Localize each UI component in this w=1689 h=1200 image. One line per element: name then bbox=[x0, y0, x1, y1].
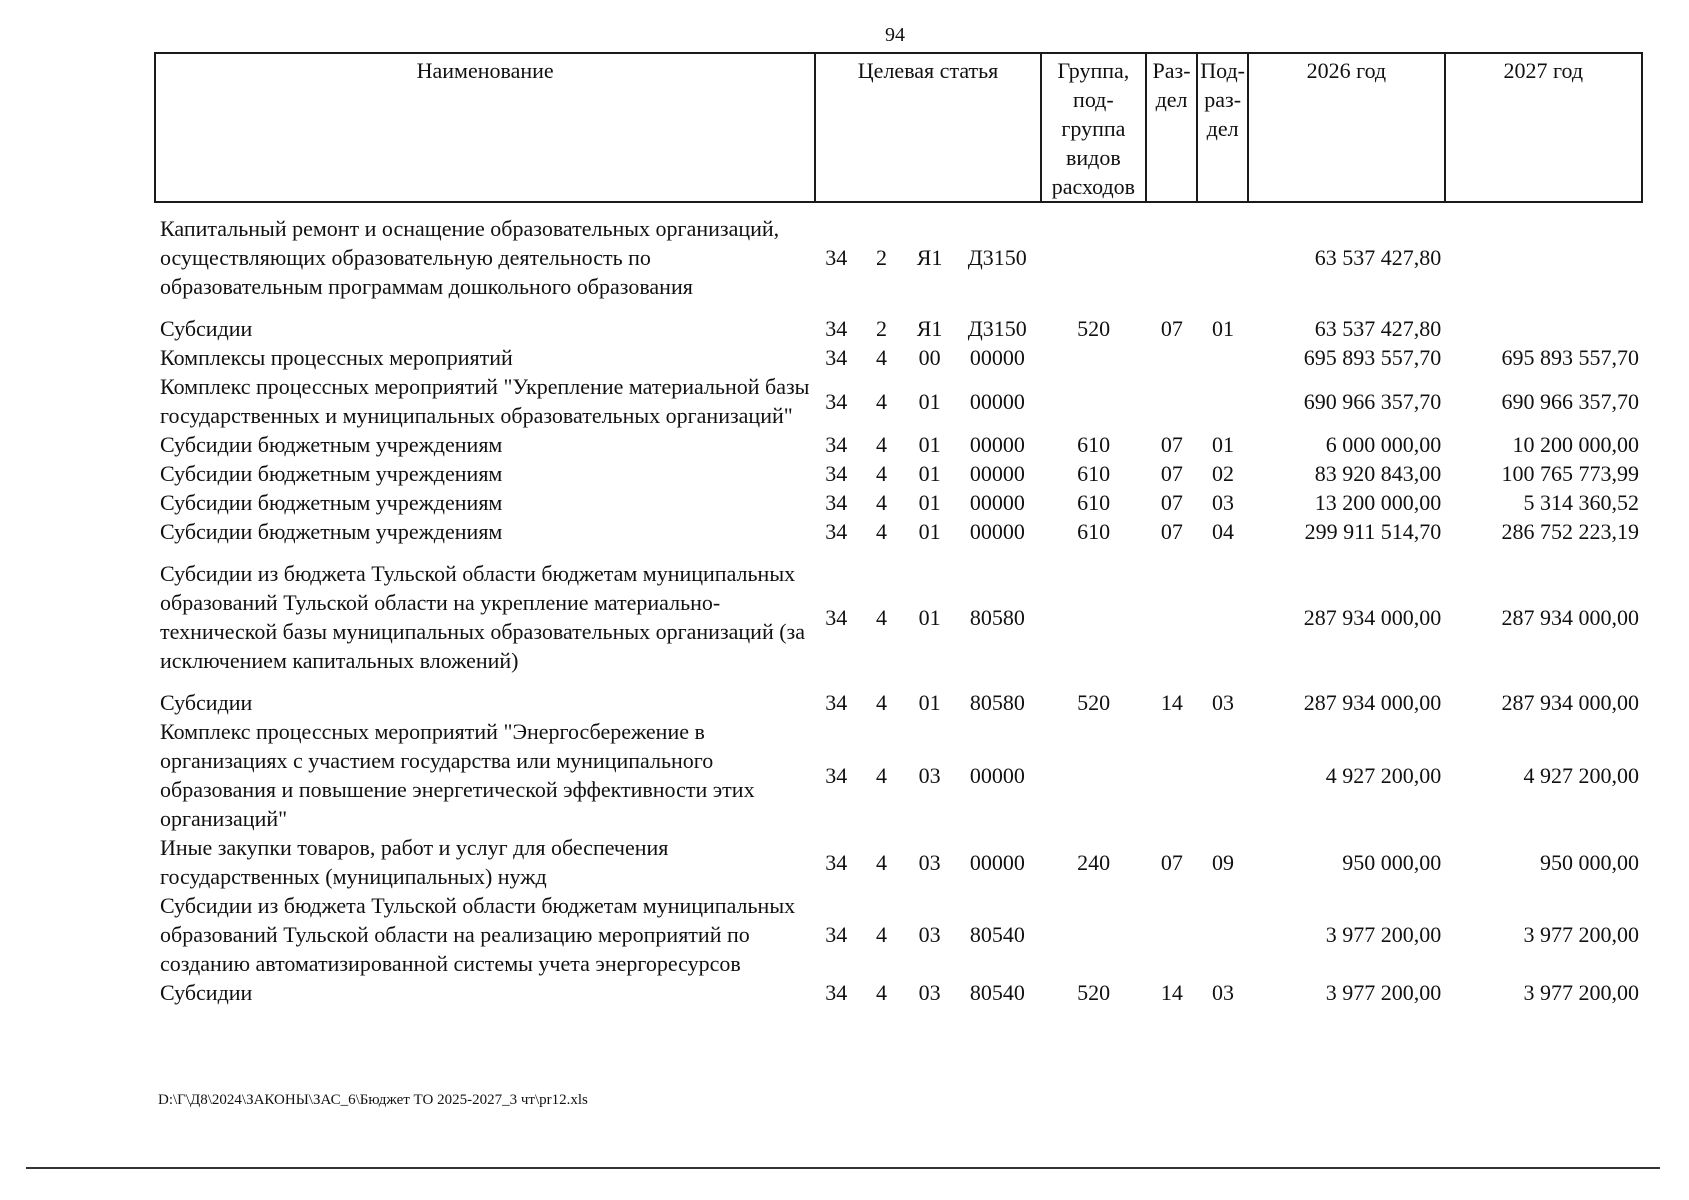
target-code-1: 34 bbox=[825, 922, 848, 947]
target-code-1: 34 bbox=[825, 604, 848, 630]
target-code-1: 34 bbox=[825, 490, 848, 515]
row-name: Субсидии из бюджета Тульской области бюджетам муниципальных образований Тульской области на укрепление материально-технической базы муниципальных образовательных организаций (за исключением капитальных вложений) bbox=[160, 561, 806, 673]
amount-2026: 299 911 514,70 bbox=[1304, 519, 1442, 544]
row-name: Субсидии bbox=[160, 690, 253, 715]
amount-2026: 83 920 843,00 bbox=[1314, 461, 1442, 486]
target-code-3: 03 bbox=[918, 922, 941, 947]
row-name: Комплексы процессных мероприятий bbox=[160, 345, 513, 370]
header-expense-group: Группа, под-группа видов расходов bbox=[1041, 53, 1146, 202]
header-name: Наименование bbox=[155, 53, 815, 202]
target-code-1: 34 bbox=[825, 316, 848, 341]
target-code-2: 4 bbox=[875, 922, 887, 947]
target-code-4: 00000 bbox=[969, 490, 1025, 515]
amount-2027: 3 977 200,00 bbox=[1523, 922, 1639, 947]
table-row bbox=[154, 314, 1643, 343]
section-code bbox=[1146, 372, 1197, 430]
table-header bbox=[154, 52, 1643, 203]
target-code-3: 01 bbox=[918, 432, 941, 457]
header-year-2027: 2027 год bbox=[1445, 53, 1642, 202]
target-code-3: 01 bbox=[918, 490, 941, 515]
table-row bbox=[154, 214, 1643, 314]
target-code-1: 34 bbox=[825, 849, 848, 875]
subsection-code: 03 bbox=[1212, 490, 1235, 515]
subsection-code: 03 bbox=[1212, 980, 1235, 1005]
row-name: Субсидии из бюджета Тульской области бюджетам муниципальных образований Тульской области на реализацию мероприятий по созданию автоматизированной системы учета энергоресурсов bbox=[160, 893, 796, 976]
section-code bbox=[1146, 891, 1197, 978]
subsection-code: 04 bbox=[1212, 519, 1235, 544]
subsection-code: 02 bbox=[1212, 461, 1235, 486]
table-row bbox=[154, 978, 1643, 1007]
row-name: Капитальный ремонт и оснащение образовательных организаций, осуществляющих образовательную деятельность по образовательным программам дошкольного образования bbox=[160, 216, 780, 299]
row-name: Субсидии bbox=[160, 980, 253, 1005]
amount-2026: 6 000 000,00 bbox=[1325, 432, 1442, 457]
header-target-article: Целевая статья bbox=[815, 53, 1040, 202]
target-code-1: 34 bbox=[825, 432, 848, 457]
table-row bbox=[154, 833, 1643, 891]
subsection-code: 03 bbox=[1212, 690, 1235, 715]
row-name: Комплекс процессных мероприятий "Укрепление материальной базы государственных и муниципальных образовательных организаций" bbox=[160, 374, 810, 428]
section-code bbox=[1146, 559, 1197, 688]
target-code-1: 34 bbox=[825, 980, 848, 1005]
amount-2027: 100 765 773,99 bbox=[1501, 461, 1639, 486]
amount-2027: 287 934 000,00 bbox=[1501, 604, 1639, 630]
target-code-3: 01 bbox=[918, 519, 941, 544]
row-name: Иные закупки товаров, работ и услуг для обеспечения государственных (муниципальных) нужд bbox=[160, 835, 669, 889]
target-code-3: 01 bbox=[918, 461, 941, 486]
target-code-1: 34 bbox=[825, 345, 848, 370]
header-section: Раз-дел bbox=[1146, 53, 1197, 202]
expense-group bbox=[1041, 214, 1146, 314]
table-row bbox=[154, 559, 1643, 688]
amount-2027: 3 977 200,00 bbox=[1523, 980, 1639, 1005]
subsection-code: 09 bbox=[1212, 849, 1235, 875]
expense-group: 610 bbox=[1077, 490, 1111, 515]
target-code-4: 00000 bbox=[969, 432, 1025, 457]
section-code: 07 bbox=[1160, 316, 1183, 341]
footer-file-path: D:\Г\Д8\2024\ЗАКОНЫ\ЗАС_6\Бюджет ТО 2025-2027_3 чт\pr12.xls bbox=[158, 1092, 588, 1108]
target-code-4: 80580 bbox=[969, 690, 1025, 715]
target-code-3: 00 bbox=[918, 345, 941, 370]
amount-2027: 287 934 000,00 bbox=[1501, 690, 1639, 715]
target-code-1: 34 bbox=[825, 519, 848, 544]
table-row bbox=[154, 372, 1643, 430]
amount-2026: 3 977 200,00 bbox=[1325, 922, 1442, 947]
subsection-code bbox=[1197, 372, 1248, 430]
amount-2027 bbox=[1445, 214, 1643, 314]
amount-2027: 286 752 223,19 bbox=[1501, 519, 1639, 544]
target-code-1: 34 bbox=[825, 762, 848, 788]
section-code bbox=[1146, 717, 1197, 833]
target-code-4: 80540 bbox=[969, 922, 1025, 947]
header-year-2026: 2026 год bbox=[1248, 53, 1444, 202]
budget-rows bbox=[154, 214, 1643, 1007]
expense-group: 240 bbox=[1077, 849, 1111, 875]
target-code-2: 4 bbox=[875, 980, 887, 1005]
expense-group: 610 bbox=[1077, 461, 1111, 486]
table-row bbox=[154, 688, 1643, 717]
section-code: 07 bbox=[1160, 519, 1183, 544]
budget-table bbox=[154, 214, 1643, 1007]
amount-2026: 695 893 557,70 bbox=[1303, 345, 1442, 370]
section-code bbox=[1146, 214, 1197, 314]
target-code-3: Я1 bbox=[916, 316, 943, 341]
row-name: Субсидии бюджетным учреждениям bbox=[160, 490, 503, 515]
expense-group bbox=[1041, 343, 1146, 372]
target-code-2: 4 bbox=[875, 490, 887, 515]
target-code-4: 00000 bbox=[969, 762, 1025, 788]
target-code-4: Д3150 bbox=[967, 316, 1027, 341]
section-code: 07 bbox=[1160, 461, 1183, 486]
target-code-3: 03 bbox=[918, 849, 941, 875]
target-code-2: 4 bbox=[875, 604, 887, 630]
amount-2026: 4 927 200,00 bbox=[1325, 762, 1442, 788]
target-code-4: 00000 bbox=[969, 345, 1025, 370]
amount-2027: 695 893 557,70 bbox=[1501, 345, 1639, 370]
subsection-code: 01 bbox=[1212, 316, 1235, 341]
header-subsection: Под-раз-дел bbox=[1197, 53, 1248, 202]
amount-2026: 63 537 427,80 bbox=[1314, 245, 1442, 270]
amount-2026: 287 934 000,00 bbox=[1303, 690, 1442, 715]
target-code-2: 2 bbox=[875, 245, 887, 270]
target-code-3: 03 bbox=[918, 980, 941, 1005]
target-code-1: 34 bbox=[825, 245, 848, 270]
target-code-2: 4 bbox=[875, 432, 887, 457]
table-row bbox=[154, 517, 1643, 559]
section-code: 07 bbox=[1160, 849, 1183, 875]
amount-2026: 13 200 000,00 bbox=[1314, 490, 1442, 515]
table-row bbox=[154, 717, 1643, 833]
expense-group bbox=[1041, 717, 1146, 833]
target-code-2: 4 bbox=[875, 461, 887, 486]
amount-2026: 3 977 200,00 bbox=[1325, 980, 1442, 1005]
amount-2027: 690 966 357,70 bbox=[1501, 388, 1639, 414]
target-code-4: 80580 bbox=[969, 604, 1025, 630]
target-code-3: 03 bbox=[918, 762, 941, 788]
amount-2026: 287 934 000,00 bbox=[1303, 604, 1442, 630]
target-code-4: 00000 bbox=[969, 519, 1025, 544]
expense-group bbox=[1041, 559, 1146, 688]
table-row bbox=[154, 488, 1643, 517]
amount-2026: 63 537 427,80 bbox=[1314, 316, 1442, 341]
target-code-1: 34 bbox=[825, 690, 848, 715]
target-code-2: 4 bbox=[875, 388, 887, 414]
expense-group: 520 bbox=[1077, 316, 1111, 341]
table-row bbox=[154, 459, 1643, 488]
target-code-4: 80540 bbox=[969, 980, 1025, 1005]
section-code: 07 bbox=[1160, 490, 1183, 515]
target-code-3: 01 bbox=[918, 690, 941, 715]
amount-2027: 4 927 200,00 bbox=[1523, 762, 1639, 788]
section-code: 14 bbox=[1160, 690, 1183, 715]
subsection-code bbox=[1197, 717, 1248, 833]
target-code-1: 34 bbox=[825, 461, 848, 486]
row-name: Субсидии бюджетным учреждениям bbox=[160, 519, 503, 544]
row-name: Субсидии бюджетным учреждениям bbox=[160, 461, 503, 486]
subsection-code: 01 bbox=[1212, 432, 1235, 457]
amount-2027: 5 314 360,52 bbox=[1523, 490, 1639, 515]
target-code-3: 01 bbox=[918, 388, 941, 414]
target-code-2: 4 bbox=[875, 690, 887, 715]
section-code bbox=[1146, 343, 1197, 372]
target-code-2: 2 bbox=[875, 316, 887, 341]
expense-group: 520 bbox=[1077, 980, 1111, 1005]
target-code-4: 00000 bbox=[969, 849, 1025, 875]
table-row bbox=[154, 891, 1643, 978]
amount-2026: 950 000,00 bbox=[1342, 849, 1442, 875]
table-row bbox=[154, 430, 1643, 459]
target-code-4: 00000 bbox=[969, 461, 1025, 486]
amount-2027 bbox=[1445, 314, 1643, 343]
subsection-code bbox=[1197, 343, 1248, 372]
target-code-1: 34 bbox=[825, 388, 848, 414]
expense-group bbox=[1041, 372, 1146, 430]
table-row bbox=[154, 343, 1643, 372]
bottom-divider bbox=[26, 1167, 1660, 1169]
target-code-4: Д3150 bbox=[967, 245, 1027, 270]
target-code-2: 4 bbox=[875, 345, 887, 370]
target-code-3: Я1 bbox=[916, 245, 943, 270]
expense-group: 610 bbox=[1077, 432, 1111, 457]
expense-group bbox=[1041, 891, 1146, 978]
expense-group: 610 bbox=[1077, 519, 1111, 544]
section-code: 07 bbox=[1160, 432, 1183, 457]
subsection-code bbox=[1197, 559, 1248, 688]
amount-2027: 10 200 000,00 bbox=[1512, 432, 1639, 457]
subsection-code bbox=[1197, 891, 1248, 978]
target-code-4: 00000 bbox=[969, 388, 1025, 414]
page-number: 94 bbox=[885, 24, 905, 46]
row-name: Комплекс процессных мероприятий "Энергосбережение в организациях с участием государства или муниципального образования и повышение энергетической эффективности этих организаций" bbox=[160, 719, 755, 831]
amount-2027: 950 000,00 bbox=[1540, 849, 1639, 875]
row-name: Субсидии bbox=[160, 316, 253, 341]
subsection-code bbox=[1197, 214, 1248, 314]
target-code-2: 4 bbox=[875, 519, 887, 544]
amount-2026: 690 966 357,70 bbox=[1303, 388, 1442, 414]
expense-group: 520 bbox=[1077, 690, 1111, 715]
row-name: Субсидии бюджетным учреждениям bbox=[160, 432, 503, 457]
target-code-3: 01 bbox=[918, 604, 941, 630]
target-code-2: 4 bbox=[875, 849, 887, 875]
target-code-2: 4 bbox=[875, 762, 887, 788]
section-code: 14 bbox=[1160, 980, 1183, 1005]
